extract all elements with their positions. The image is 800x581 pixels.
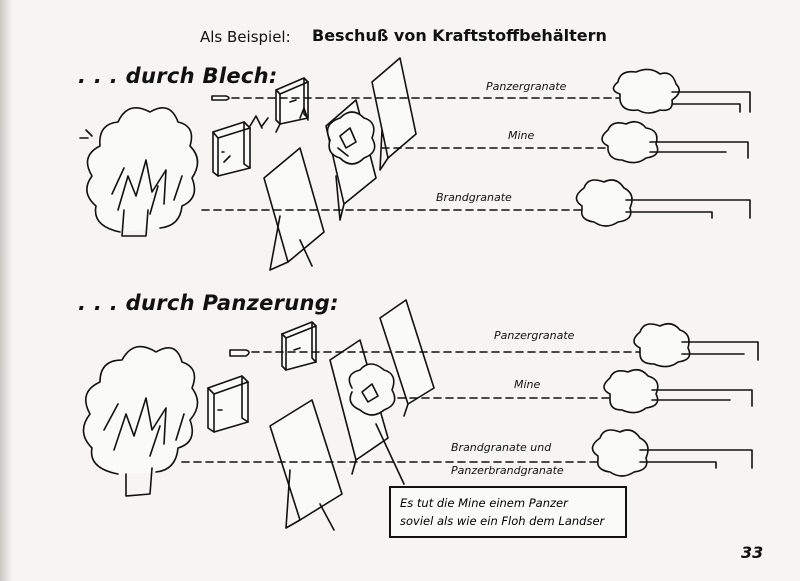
caption-box [389, 486, 627, 538]
page-title: Beschuß von Kraftstoffbehältern [312, 26, 607, 45]
section-heading-blech: . . . durch Blech: [78, 64, 278, 88]
top-mine-burst [328, 112, 375, 164]
page-number: 33 [741, 543, 764, 562]
label-brandgranate-top: Brandgranate [436, 191, 512, 204]
title-prefix: Als Beispiel: [200, 28, 291, 46]
bottom-fire-bush-illustration [83, 347, 197, 496]
label-brandgranate-bottom: Brandgranate und [451, 441, 552, 454]
bottom-box-right [282, 322, 316, 370]
bottom-gun-1 [634, 324, 758, 367]
label-mine-bottom: Mine [514, 378, 541, 391]
bottom-gun-2 [604, 370, 752, 413]
bottom-mine-burst [349, 364, 394, 415]
label-panzergranate-bottom: Panzergranate [494, 329, 575, 342]
label-panzerbrandgranate: Panzerbrandgranate [451, 464, 564, 477]
caption-pointer-arrow [376, 424, 404, 484]
top-fire-bush-illustration [80, 108, 198, 236]
bottom-gun-3 [592, 430, 752, 476]
label-mine-top: Mine [508, 129, 535, 142]
bottom-box-left [208, 376, 248, 432]
caption-line-2: soviel als wie ein Floh dem Landser [400, 514, 605, 528]
top-gun-1 [613, 69, 750, 113]
top-bullet-shell [212, 96, 229, 100]
top-gun-3 [576, 180, 750, 226]
label-panzergranate-top: Panzergranate [486, 80, 567, 93]
top-box-right [276, 78, 308, 124]
caption-line-1: Es tut die Mine einem Panzer [400, 496, 568, 510]
top-gun-2 [602, 122, 748, 163]
top-box-left [213, 122, 250, 176]
bottom-bullet-shell [230, 350, 249, 356]
section-heading-panzerung: . . . durch Panzerung: [78, 291, 339, 315]
